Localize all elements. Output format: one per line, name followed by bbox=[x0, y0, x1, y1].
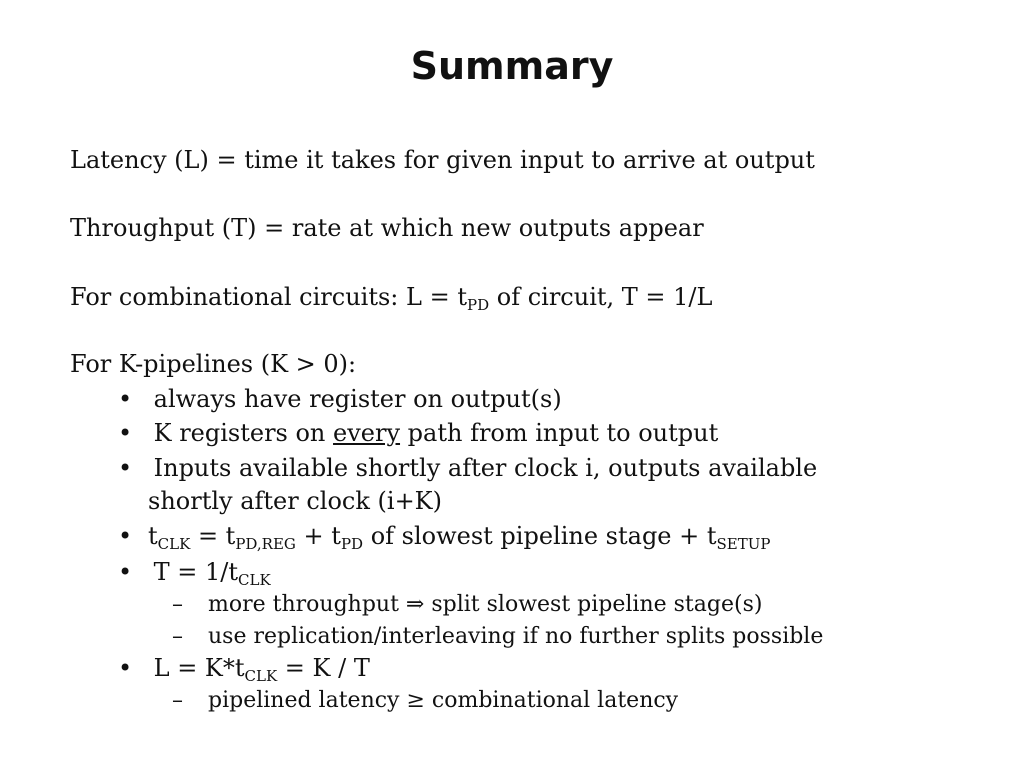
underlined-word: every bbox=[333, 419, 401, 447]
k-pipelines-heading: For K-pipelines (K > 0): bbox=[70, 350, 357, 378]
bullet-dot: • bbox=[118, 419, 133, 447]
sub-dash: – bbox=[172, 688, 183, 713]
bullet-dot: • bbox=[118, 654, 133, 682]
sub-dash: – bbox=[172, 592, 183, 617]
subscript: PD bbox=[340, 535, 364, 553]
slide-title: Summary bbox=[410, 44, 614, 88]
bullet-text: K registers on bbox=[146, 419, 334, 447]
bullet-text: Inputs available shortly after clock i, outputs available bbox=[146, 454, 818, 482]
combinational-prefix: For combinational circuits: L = t bbox=[70, 283, 467, 311]
subscript: CLK bbox=[238, 571, 271, 589]
bullet-text: + t bbox=[295, 522, 341, 550]
bullet-item bbox=[118, 524, 771, 552]
bullet-text: path from input to output bbox=[400, 419, 719, 447]
bullet-continuation: shortly after clock (i+K) bbox=[148, 487, 442, 515]
sub-dash: – bbox=[172, 624, 183, 649]
subscript: PD,REG bbox=[235, 535, 296, 553]
bullet-text: of slowest pipeline stage + t bbox=[363, 522, 717, 550]
bullet-dot: • bbox=[118, 454, 133, 482]
sub-item bbox=[172, 594, 762, 616]
bullet-text: t bbox=[148, 522, 158, 550]
combinational-subscript: PD bbox=[466, 296, 490, 314]
combinational-line bbox=[70, 285, 712, 313]
bullet-item bbox=[118, 456, 817, 480]
sub-item bbox=[172, 626, 823, 648]
subscript: SETUP bbox=[716, 535, 771, 553]
sub-text: more throughput ⇒ split slowest pipeline stage(s) bbox=[208, 592, 763, 617]
bullet-text: = K / T bbox=[277, 654, 370, 682]
subscript: CLK bbox=[157, 535, 191, 553]
latency-definition: Latency (L) = time it takes for given input to arrive at output bbox=[70, 146, 815, 174]
throughput-definition: Throughput (T) = rate at which new outputs appear bbox=[70, 214, 704, 242]
bullet-text: always have register on output(s) bbox=[146, 385, 562, 413]
bullet-text: = t bbox=[190, 522, 236, 550]
bullet-item bbox=[118, 656, 370, 684]
bullet-item bbox=[118, 387, 562, 411]
bullet-dot: • bbox=[118, 522, 133, 550]
subscript: CLK bbox=[244, 667, 278, 685]
sub-item bbox=[172, 690, 678, 712]
bullet-text: T = 1/t bbox=[146, 558, 239, 586]
sub-text: pipelined latency ≥ combinational latency bbox=[208, 688, 679, 713]
combinational-suffix: of circuit, T = 1/L bbox=[489, 283, 713, 311]
sub-text: use replication/interleaving if no further splits possible bbox=[208, 624, 824, 649]
bullet-text: L = K*t bbox=[146, 654, 245, 682]
bullet-item bbox=[118, 421, 718, 445]
bullet-item bbox=[118, 560, 271, 588]
bullet-dot: • bbox=[118, 558, 133, 586]
bullet-dot: • bbox=[118, 385, 133, 413]
